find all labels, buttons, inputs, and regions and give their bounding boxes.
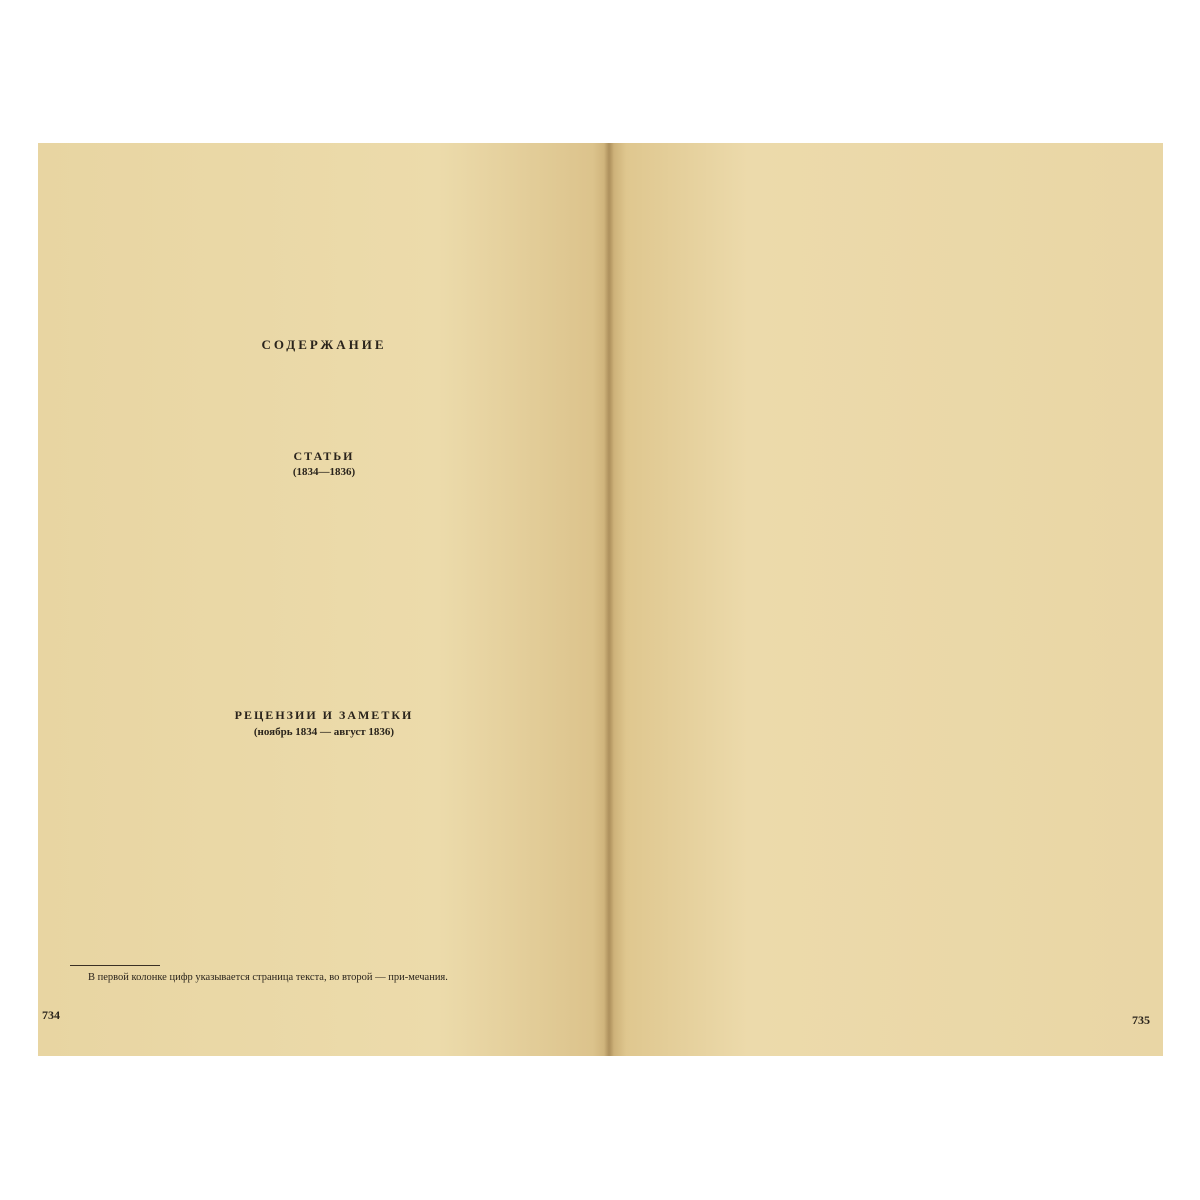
folio-right: 735	[1132, 1013, 1150, 1027]
footnote: В первой колонке цифр указывается страница текста, во второй — при-мечания.	[88, 972, 448, 983]
folio-left: 734	[42, 1008, 60, 1022]
reviews-heading: РЕЦЕНЗИИ И ЗАМЕТКИ	[234, 708, 414, 722]
reviews-years: (ноябрь 1834 — август 1836)	[253, 726, 395, 738]
toc-heading: СОДЕРЖАНИЕ	[261, 337, 387, 352]
articles-heading: СТАТЬИ	[293, 449, 355, 463]
right-page	[610, 143, 1163, 1056]
book-gutter	[604, 143, 614, 1056]
footnote-rule	[70, 965, 160, 966]
left-page	[38, 143, 610, 1056]
articles-years: (1834—1836)	[292, 466, 356, 478]
